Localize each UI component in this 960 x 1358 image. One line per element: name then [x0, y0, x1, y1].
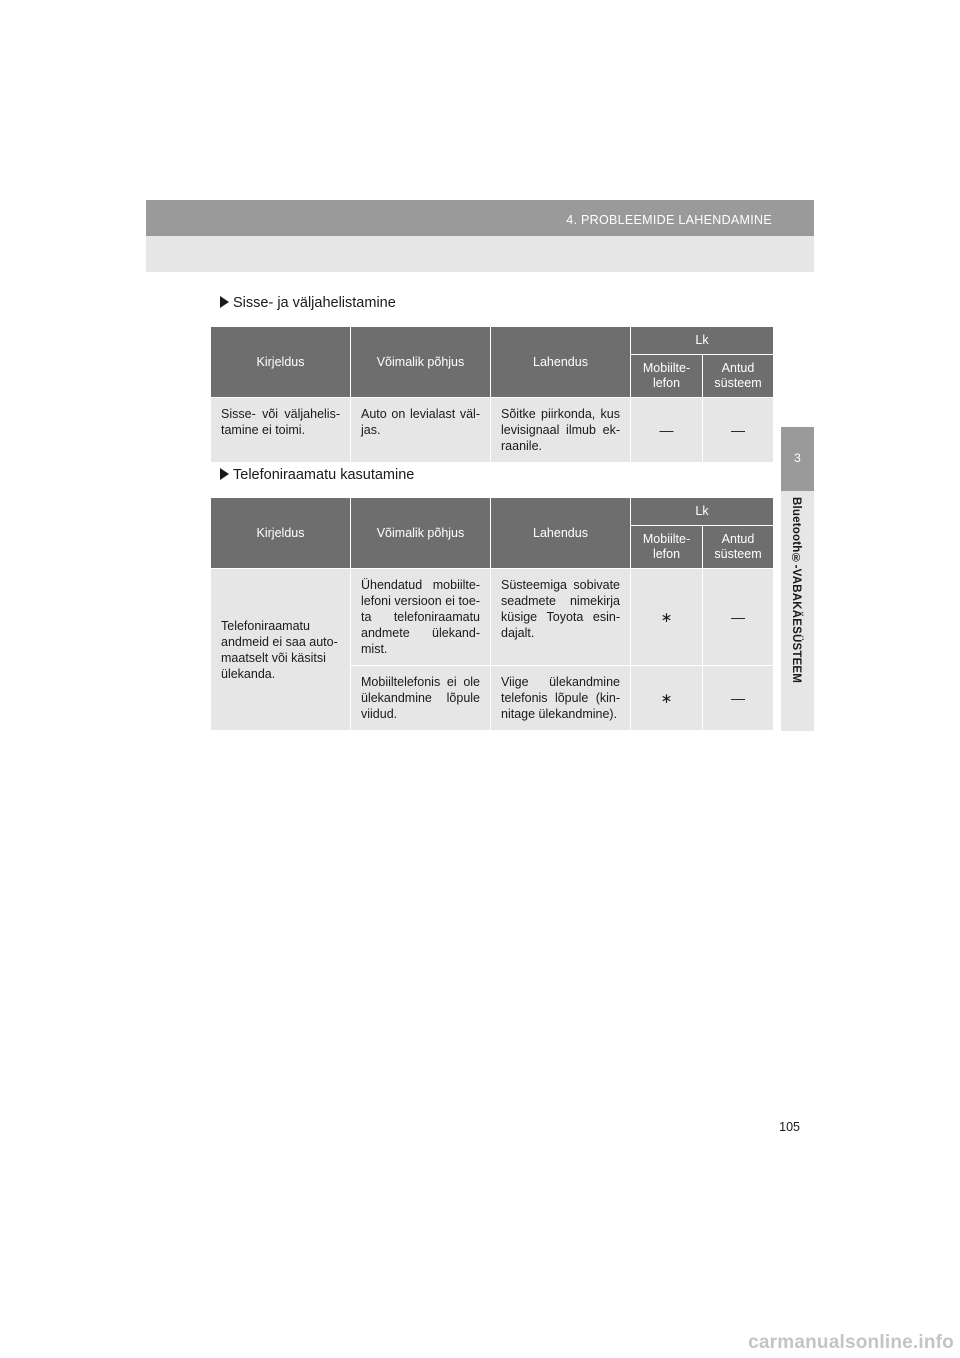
cell-solution: Viige ülekandmine telefonis lõpule (kin- nitage ülekandmine).: [491, 666, 631, 731]
column-header-page: Lk: [631, 327, 774, 355]
side-tab-section-label: Bluetooth®-VABAKÄESÜSTEEM: [790, 497, 802, 684]
cell-page-mobile: ∗: [631, 666, 703, 731]
chapter-header-bar: [146, 200, 814, 236]
chapter-title: 4. PROBLEEMIDE LAHENDAMINE: [566, 213, 772, 227]
section-heading-text: Sisse- ja väljahelistamine: [233, 295, 396, 311]
cell-cause: Ühendatud mobiilte- lefoni versioon ei toe- ta telefoniraamatu andmete ülekand- mist.: [351, 569, 491, 666]
triangle-bullet-icon: [220, 296, 229, 308]
column-header-page: Lk: [631, 498, 774, 526]
column-header-mobile: Mobiilte- lefon: [631, 526, 703, 569]
cell-cause: Auto on levialast väl- jas.: [351, 398, 491, 463]
page-number: 105: [779, 1120, 800, 1134]
column-header-cause: Võimalik põhjus: [351, 327, 491, 398]
cell-page-mobile: ∗: [631, 569, 703, 666]
column-header-solution: Lahendus: [491, 498, 631, 569]
side-tab-number-label: 3: [794, 451, 801, 465]
section-heading-calls: [220, 295, 396, 311]
cell-page-mobile: —: [631, 398, 703, 463]
column-header-mobile: Mobiilte- lefon: [631, 355, 703, 398]
column-header-description: Kirjeldus: [211, 327, 351, 398]
cell-description: Sisse- või väljahelis- tamine ei toimi.: [211, 398, 351, 463]
watermark-text: carmanualsonline.info: [748, 1332, 954, 1353]
triangle-bullet-icon: [220, 468, 229, 480]
troubleshooting-table-calls: [210, 326, 774, 463]
cell-cause: Mobiiltelefonis ei ole ülekandmine lõpule viidud.: [351, 666, 491, 731]
side-tab-section: [781, 491, 814, 731]
troubleshooting-table-phonebook: [210, 497, 774, 731]
side-tab-number: [781, 427, 814, 491]
section-heading-text: Telefoniraamatu kasutamine: [233, 467, 415, 483]
column-header-cause: Võimalik põhjus: [351, 498, 491, 569]
table-row: [211, 569, 774, 666]
cell-page-system: —: [703, 666, 774, 731]
table-row: [211, 398, 774, 463]
cell-page-system: —: [703, 398, 774, 463]
chapter-header-band: [146, 236, 814, 272]
column-header-description: Kirjeldus: [211, 498, 351, 569]
cell-solution: Sõitke piirkonda, kus levisignaal ilmub ek- raanile.: [491, 398, 631, 463]
column-header-system: Antud süsteem: [703, 355, 774, 398]
cell-solution: Süsteemiga sobivate seadmete nimekirja küsige Toyota esin- dajalt.: [491, 569, 631, 666]
cell-page-system: —: [703, 569, 774, 666]
section-heading-phonebook: [220, 467, 414, 483]
column-header-solution: Lahendus: [491, 327, 631, 398]
column-header-system: Antud süsteem: [703, 526, 774, 569]
cell-description: Telefoniraamatu andmeid ei saa auto- maatselt või käsitsi ülekanda.: [211, 569, 351, 731]
